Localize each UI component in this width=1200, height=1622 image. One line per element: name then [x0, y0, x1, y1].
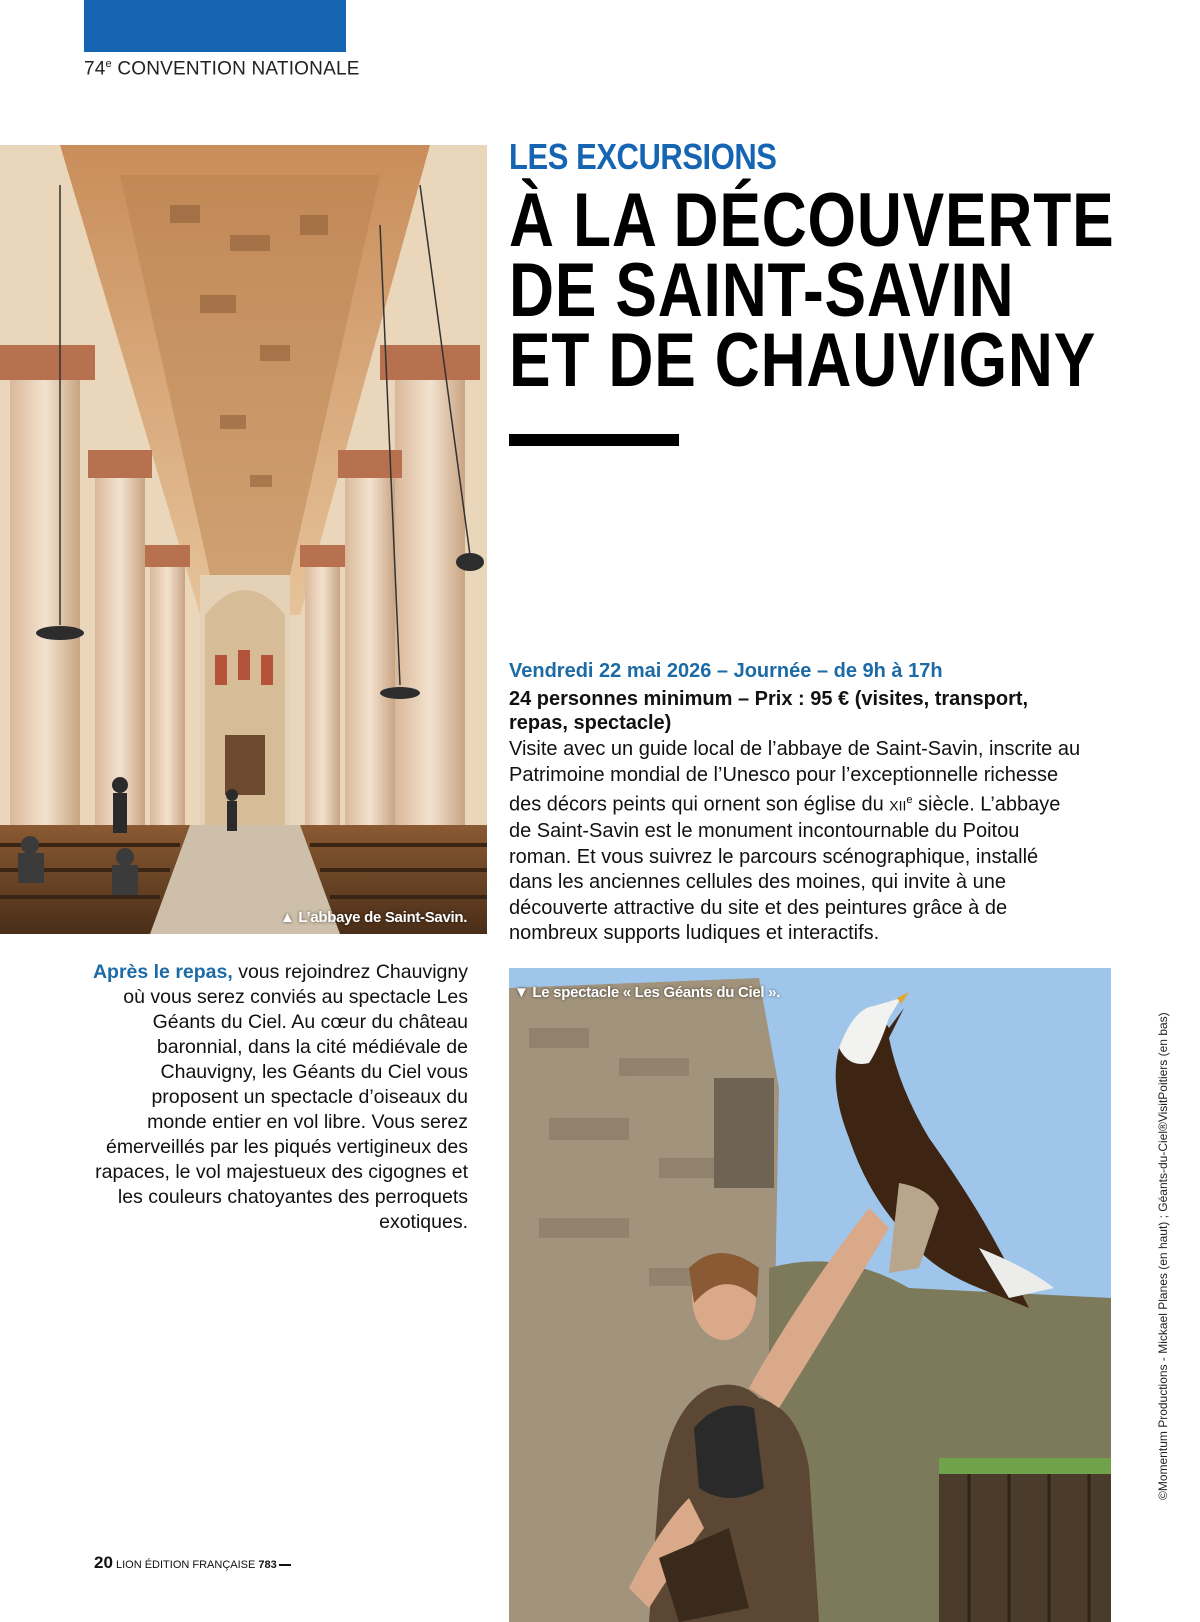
spectacle-illustration: [509, 968, 1111, 1622]
event-date: Vendredi 22 mai 2026 – Journée – de 9h à 17h: [509, 660, 943, 682]
headline-line-3: ET DE CHAUVIGNY: [509, 318, 1097, 403]
article-headline: [509, 178, 1115, 403]
issue-number: 783: [258, 1559, 277, 1571]
abbey-illustration: [0, 145, 487, 934]
event-description: [509, 737, 1084, 947]
headline-line-1: À LA DÉCOUVERTE: [509, 178, 1115, 263]
afternoon-body: vous rejoindrez Chauvigny où vous serez conviés au spectacle Les Géants du Ciel. Au cœur du château baronnial, dans la cité médiévale de Chauvigny, les Géants du Ciel vous proposent un spectacle d’oiseaux du monde entier en vol libre. Vous serez émerveillés par les piqués vertigineux des rapaces, le vol majestueux des cigognes et les couleurs chatoyantes des perroquets exotiques.: [95, 961, 468, 1233]
page-number: 20: [94, 1553, 113, 1572]
spectacle-caption: ▼ Le spectacle « Les Géants du Ciel ».: [514, 984, 781, 1001]
abbey-caption: ▲ L’abbaye de Saint-Savin.: [280, 909, 468, 926]
century-sup: e: [906, 794, 913, 806]
section-number: 74: [84, 58, 106, 80]
article-kicker: LES EXCURSIONS: [509, 136, 777, 177]
afternoon-lead: Après le repas,: [92, 961, 233, 983]
body-part-1: Visite avec un guide local de l’abbaye de Saint-Savin, inscrite au Patrimoine mondial de l’Unesco pour l’exceptionnelle richesse des décors peints qui ornent son église du: [509, 738, 1081, 816]
page-footer: [94, 1553, 291, 1573]
century-numeral: XII: [889, 797, 907, 814]
body-part-2: siècle. L’abbaye de Saint-Savin est le monument incontournable du Poitou roman. Et vous suivrez le parcours scénographique, installé dans les anciennes cellules des moines, qui invite à une découverte attractive du site et des peintures grâce à de nombreux supports ludiques et interactifs.: [509, 793, 1061, 945]
afternoon-paragraph: [90, 960, 468, 1235]
publication-name: LION ÉDITION FRANÇAISE: [115, 1559, 256, 1571]
event-price: 24 personnes minimum – Prix : 95 € (visites, transport, repas, spectacle): [509, 688, 1029, 734]
header-color-bar: [84, 0, 346, 52]
section-label: CONVENTION NATIONALE: [117, 58, 360, 80]
section-header: [84, 58, 360, 80]
spectacle-photo: [509, 968, 1111, 1622]
headline-rule: [509, 434, 679, 446]
section-number-sup: e: [105, 58, 112, 70]
footer-dash: [279, 1564, 291, 1566]
photo-credit: ©Momentum Productions - Mickael Planes (en haut) ; Géants-du-Ciel®VisitPoitiers (en bas): [1156, 1012, 1170, 1500]
abbey-photo: [0, 145, 487, 934]
headline-line-2: DE SAINT-SAVIN: [509, 248, 1015, 333]
